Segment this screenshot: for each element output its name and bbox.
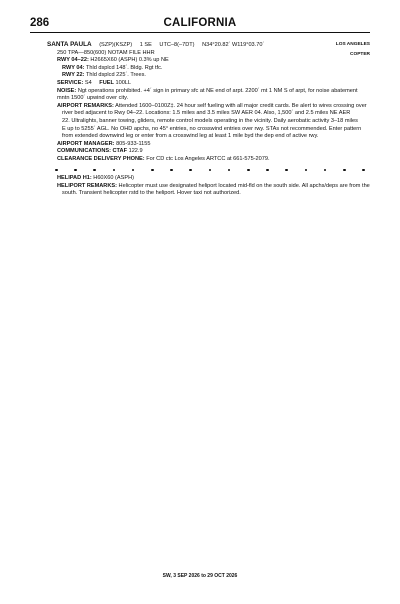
airport-remarks-5: from extended downwind leg or enter from a crosswind leg at least 1 mile byd the dep end of active rwy. <box>62 133 319 140</box>
runway-value: H2665X60 (ASPH) 0.3% up NE <box>90 57 169 64</box>
separator-dot <box>285 169 288 172</box>
heliport-remarks-line <box>47 182 370 191</box>
runway-22-value: Thld dsplcd 225´. Trees. <box>85 72 146 79</box>
airport-remarks-4: E up to 5255´ AGL. No OHD apchs, no 45° entries, no crosswind entries over rwy. STAs not recommended. Enter pattern <box>62 125 362 132</box>
helipad-label: HELIPAD H1: <box>57 175 92 182</box>
state-heading: CALIFORNIA <box>163 17 237 29</box>
airport-coords: N34°20.82´ W119°03.70´ <box>202 42 265 48</box>
helipad-line <box>47 175 367 183</box>
runway-22-label: RWY 22: <box>62 72 85 79</box>
header-rule <box>30 32 370 33</box>
airport-manager-value: 805-933-1155 <box>116 140 151 147</box>
airport-utc: UTC–8(–7DT) <box>159 42 195 48</box>
separator-dot <box>189 169 192 172</box>
airport-remarks-2: river bed adjacent to Rwy 04–22. Locations: 1.5 miles and 3.5 miles SW AER 04. Also, 1,500´ and 2.5 miles NE AER <box>62 110 351 117</box>
service-value: S4 <box>84 79 92 86</box>
service-line <box>47 80 367 88</box>
dot-separator <box>55 169 365 172</box>
separator-dot <box>132 169 135 172</box>
heliport-remarks-2: south. Transient helicopter rstd to the heliport. Hover taxi not authorized. <box>62 190 241 197</box>
noise-text-1: Ngt operations prohibited. +4´ sign in primary sfc at NE end of arpt. 2200´ mt 1 NM S of arpt, for noise abatement <box>77 87 358 94</box>
clearance-value: For CD ctc Los Angeles ARTCC at 661-575-2079. <box>146 155 270 162</box>
heliport-remarks-label: HELIPORT REMARKS: <box>57 182 117 189</box>
airport-remarks-1: Attended 1600–0100Z‡. 24 hour self fueling with all major credit cards. Be alert to wires crossing over <box>115 102 367 109</box>
helipad-value: H60X60 (ASPH) <box>93 175 135 182</box>
runway-04-line <box>47 65 367 73</box>
airport-manager-line <box>47 141 367 149</box>
airport-name: SANTA PAULA <box>47 41 92 48</box>
separator-dot <box>151 169 154 172</box>
communications-line <box>47 148 367 156</box>
fuel-label: FUEL <box>99 79 114 86</box>
airport-remarks-3: 22. Ultralights, banner towing, gliders, remote control models operating in the vicinity. Daily aerobatic activity 3–18 miles <box>62 117 358 124</box>
airport-entry <box>47 41 370 198</box>
separator-dot <box>170 169 173 172</box>
elevation-tpa-line: 250 TPA—850(600) NOTAM FILE HHR <box>57 49 155 56</box>
separator-dot <box>266 169 269 172</box>
communications-value: 122.9 <box>128 148 143 155</box>
clearance-label: CLEARANCE DELIVERY PHONE: <box>57 155 145 162</box>
separator-dot <box>362 169 365 172</box>
runway-04-label: RWY 04: <box>62 64 85 71</box>
separator-dot <box>113 169 116 172</box>
communications-label: COMMUNICATIONS: CTAF <box>57 148 128 155</box>
runway-22-line <box>47 72 367 80</box>
separator-dot <box>324 169 327 172</box>
noise-line <box>47 88 367 96</box>
separator-dot <box>247 169 250 172</box>
airport-manager-label: AIRPORT MANAGER: <box>57 140 115 147</box>
service-label: SERVICE: <box>57 79 84 86</box>
heliport-remarks-1: Helicopter must use designated heliport located mid-fld on the south side. All apchs/deps are from the <box>118 182 370 189</box>
fuel-value: 100LL <box>115 79 132 86</box>
chart-label-copter: COPTER <box>350 52 370 57</box>
airport-remarks-line <box>47 103 367 111</box>
page-number: 286 <box>30 17 50 29</box>
runway-line <box>47 57 367 65</box>
airport-remarks-label: AIRPORT REMARKS: <box>57 102 114 109</box>
footer-effective-dates: SW, 3 SEP 2026 to 29 OCT 2026 <box>162 573 238 579</box>
separator-dot <box>343 169 346 172</box>
airport-distance: 1 SE <box>139 42 152 48</box>
clearance-line <box>47 156 367 164</box>
separator-dot <box>55 169 58 172</box>
airport-header-line <box>47 41 367 50</box>
chart-label-los-angeles: LOS ANGELES <box>335 42 370 47</box>
separator-dot <box>228 169 231 172</box>
separator-dot <box>93 169 96 172</box>
separator-dot <box>305 169 308 172</box>
noise-text-2: mntn 1500´ upwind over city. <box>57 95 129 102</box>
separator-dot <box>209 169 212 172</box>
runway-04-value: Thld dsplcd 148´. Bldg. Rgt tfc. <box>85 64 163 71</box>
runway-label: RWY 04–22: <box>57 57 89 64</box>
separator-dot <box>74 169 77 172</box>
noise-label: NOISE: <box>57 87 77 94</box>
airport-ids: (SZP)(KSZP) <box>99 42 133 48</box>
